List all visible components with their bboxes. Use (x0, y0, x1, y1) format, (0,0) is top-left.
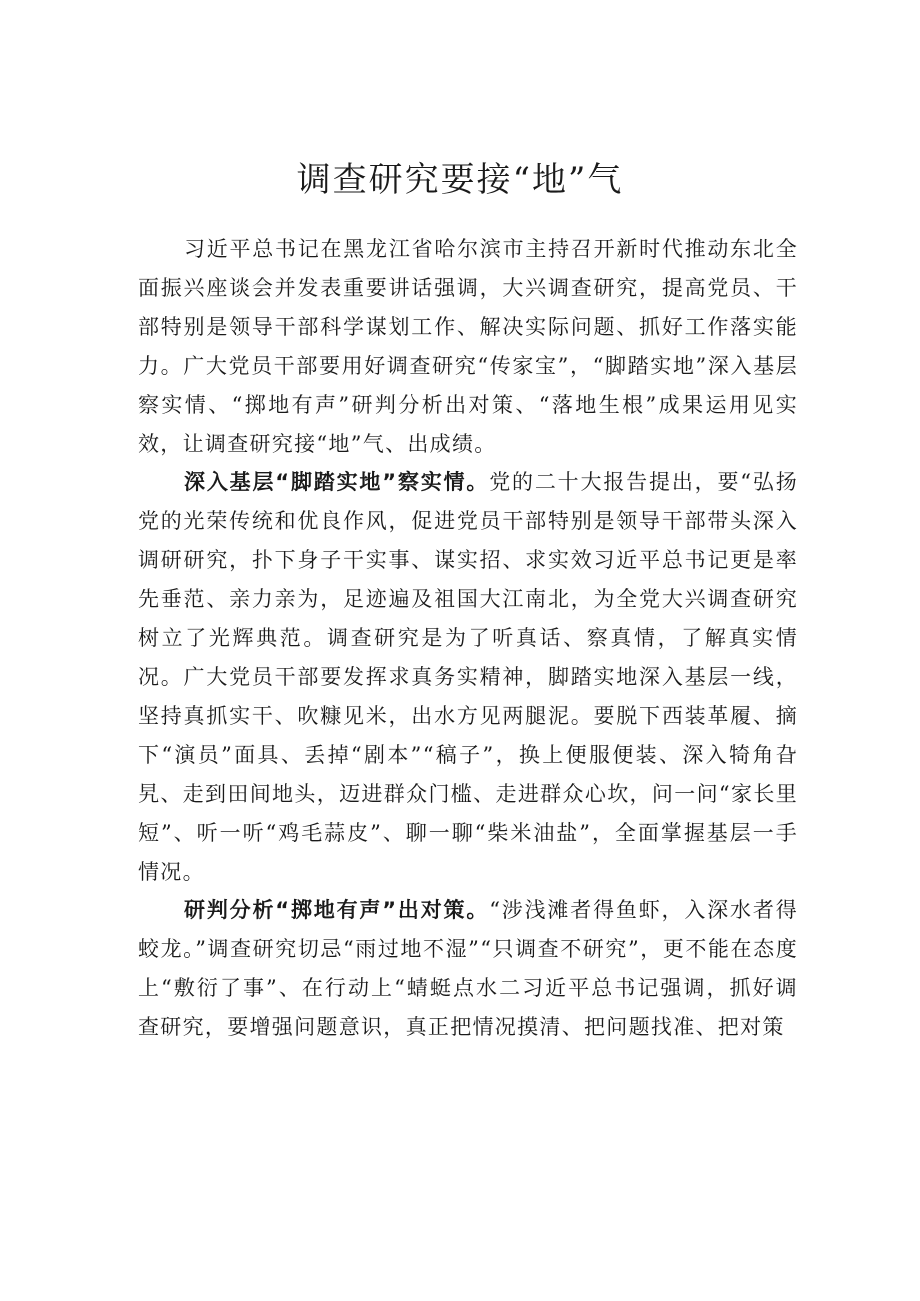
section-2-heading: 研判分析“掷地有声”出对策。 (184, 898, 490, 923)
paragraph-section-2 (138, 891, 798, 1047)
document-title: 调查研究要接“地”气 (296, 160, 624, 200)
paragraph-intro (138, 230, 798, 463)
paragraph-section-1 (138, 463, 798, 891)
paragraph-intro-text: 习近平总书记在黑龙江省哈尔滨市主持召开新时代推动东北全面振兴座谈会并发表重要讲话强调，大兴调查研究，提高党员、干部特别是领导干部科学谋划工作、解决实际问题、抓好工作落实能力。广大党员干部要用好调查研究“传家宝”，“脚踏实地”深入基层察实情、“掷地有声”研判分析出对策、“落地生根”成果运用见实效，让调查研究接“地”气、出成绩。 (138, 237, 798, 456)
section-1-heading: 深入基层“脚踏实地”察实情。 (184, 470, 490, 495)
section-1-text: 党的二十大报告提出，要“弘扬党的光荣传统和优良作风，促进党员干部特别是领导干部带头深入调研研究，扑下身子干实事、谋实招、求实效习近平总书记更是率先垂范、亲力亲为，足迹遍及祖国大江南北，为全党大兴调查研究树立了光辉典范。调查研究是为了听真话、察真情，了解真实情况。广大党员干部要发挥求真务实精神，脚踏实地深入基层一线，坚持真抓实干、吹糠见米，出水方见两腿泥。要脱下西装革履、摘下“演员”面具、丢掉“剧本”“稿子”，换上便服便装、深入犄角旮旯、走到田间地头，迈进群众门槛、走进群众心坎，问一问“家长里短”、听一听“鸡毛蒜皮”、聊一聊“柴米油盐”，全面掌握基层一手情况。 (138, 470, 798, 884)
section-2-text: “涉浅滩者得鱼虾，入深水者得蛟龙。”调查研究切忌“雨过地不湿”“只调查不研究”，更不能在态度上“敷衍了事”、在行动上“蜻蜓点水二习近平总书记强调，抓好调查研究，要增强问题意识，真正把情况摸清、把问题找准、把对策 (138, 898, 798, 1040)
document-body (138, 230, 798, 1047)
